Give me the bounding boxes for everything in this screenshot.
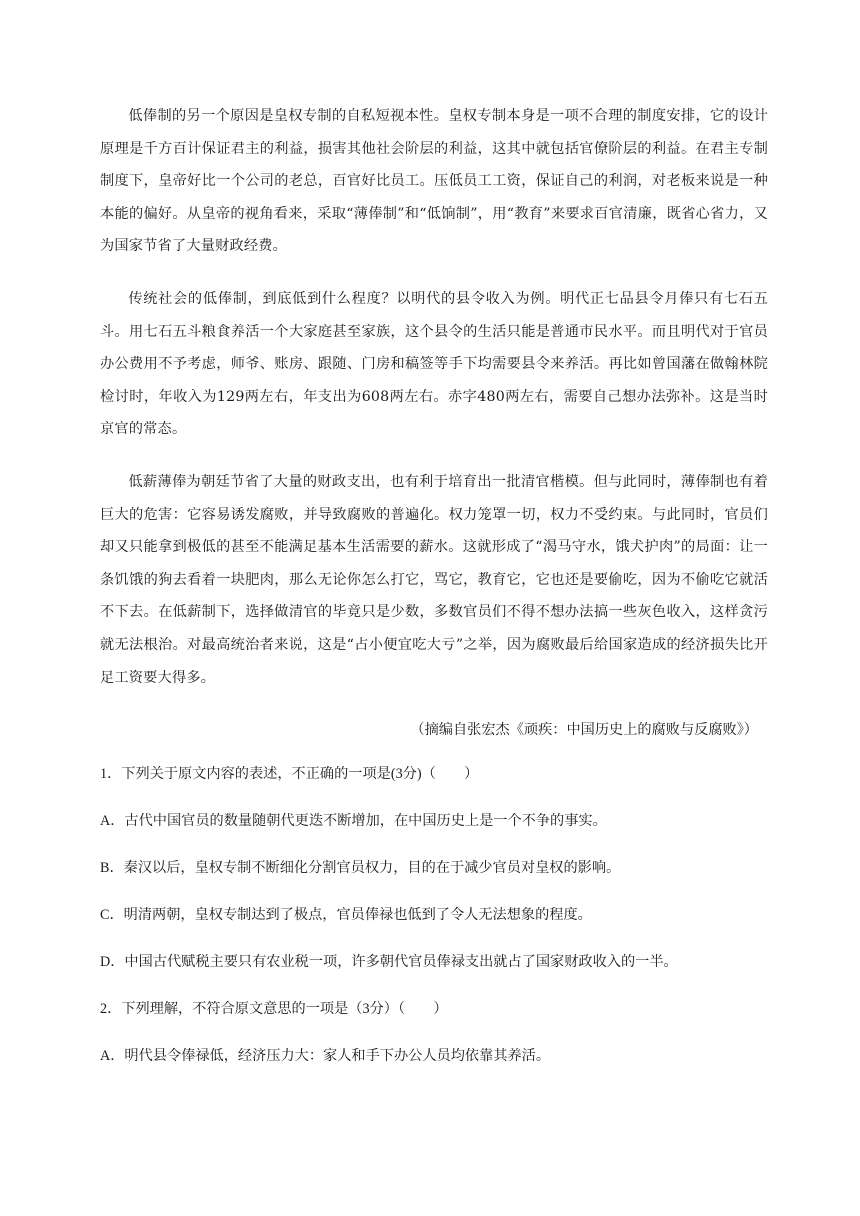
question-1 <box>100 758 768 978</box>
passage-source: （摘编自张宏杰《顽疾：中国历史上的腐败与反腐败》） <box>410 722 758 739</box>
question-1-stem: 1．下列关于原文内容的表述，不正确的一项是(3分)（ ） <box>100 766 479 783</box>
passage-paragraph-3: 低薪薄俸为朝廷节省了大量的财政支出，也有利于培育出一批清官楷模。但与此同时，薄俸制也有着巨大的危害：它容易诱发腐败，并导致腐败的普遍化。权力笼罩一切，权力不受约束。与此同时，官员们却又只能拿到极低的甚至不能满足基本生活需要的薪水。这就形成了“渴马守水，饿犬护肉”的局面：让一条饥饿的狗去看着一块肥肉，那么无论你怎么打它，骂它，教育它，它也还是要偷吃，因为不偷吃它就活不下去。在低薪制下，选择做清官的毕竟只是少数，多数官员们不得不想办法搞一些灰色收入，这样贪污就无法根治。对最高统治者来说，这是“占小便宜吃大亏”之举，因为腐败最后给国家造成的经济损失比开足工资要大得多。 <box>100 473 768 686</box>
question-2 <box>100 993 768 1072</box>
question-2-option-a: A．明代县令俸禄低，经济压力大：家人和手下办公人员均依靠其养活。 <box>100 1048 551 1065</box>
question-2-stem: 2．下列理解，不符合原文意思的一项是（3分）（ ） <box>100 1001 448 1018</box>
passage-paragraph-1: 低俸制的另一个原因是皇权专制的自私短视本性。皇权专制本身是一项不合理的制度安排，它的设计原理是千方百计保证君主的利益，损害其他社会阶层的利益，这其中就包括官僚阶层的利益。在君主专制制度下，皇帝好比一个公司的老总，百官好比员工。压低员工工资，保证自己的利润，对老板来说是一种本能的偏好。从皇帝的视角看来，采取“薄俸制”和“低饷制”，用“教育”来要求百官清廉，既省心省力，又为国家节省了大量财政经费。 <box>100 108 768 255</box>
question-1-option-c: C．明清两朝，皇权专制达到了极点，官员俸禄也低到了令人无法想象的程度。 <box>100 907 592 924</box>
passage-paragraph-2: 传统社会的低俸制，到底低到什么程度？以明代的县令收入为例。明代正七品县令月俸只有七石五斗。用七石五斗粮食养活一个大家庭甚至家族，这个县令的生活只能是普通市民水平。而且明代对于官员办公费用不予考虑，师爷、账房、跟随、门房和稿签等手下均需要县令来养活。再比如曾国藩在做翰林院检讨时，年收入为129两左右，年支出为608两左右。赤字480两左右，需要自己想办法弥补。这是当时京官的常态。 <box>100 290 768 438</box>
question-1-option-a: A．古代中国官员的数量随朝代更迭不断增加，在中国历史上是一个不争的事实。 <box>100 813 607 830</box>
document-page <box>100 100 768 1087</box>
question-1-option-d: D．中国古代赋税主要只有农业税一项，许多朝代官员俸禄支出就占了国家财政收入的一半。 <box>100 954 678 971</box>
question-1-option-b: B．秦汉以后，皇权专制不断细化分割官员权力，目的在于减少官员对皇权的影响。 <box>100 860 621 877</box>
